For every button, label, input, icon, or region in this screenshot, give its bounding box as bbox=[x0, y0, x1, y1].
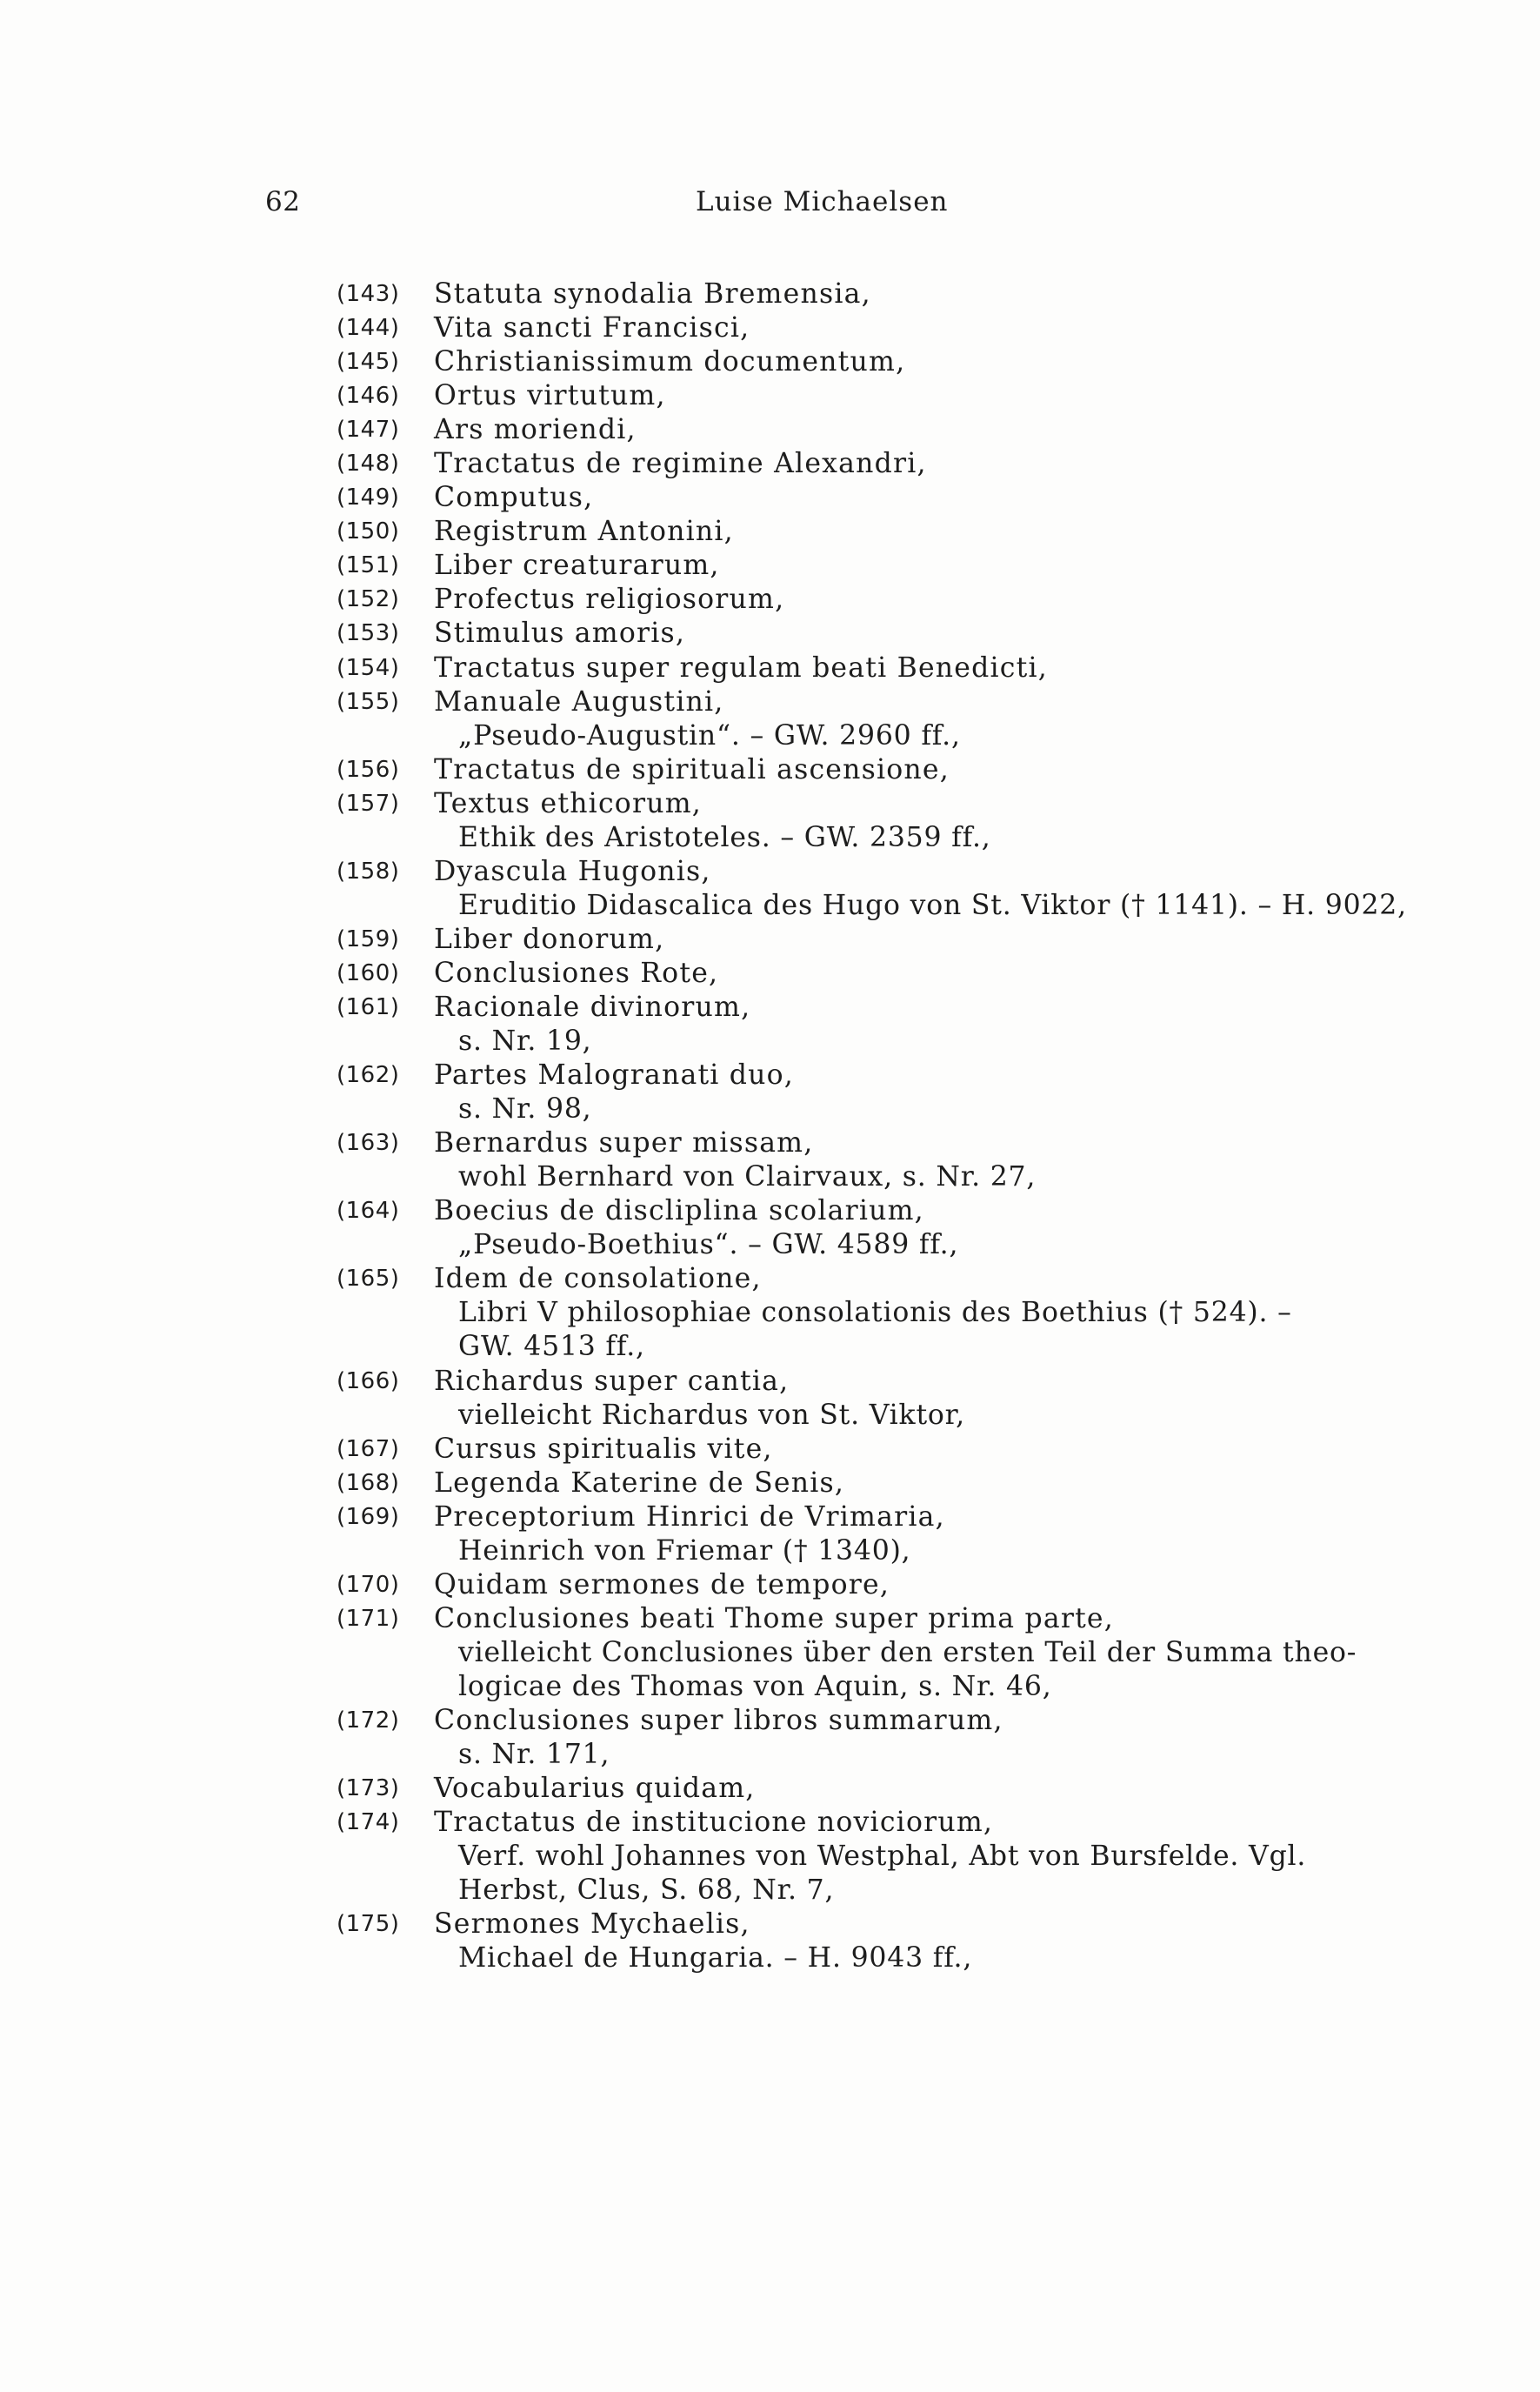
entry-note-line bbox=[0, 1534, 1540, 1568]
entry-note-line bbox=[0, 1092, 1540, 1126]
entry-title: Registrum Antonini, bbox=[434, 516, 734, 548]
entry-number: (149) bbox=[337, 484, 400, 511]
entry-note: Verf. wohl Johannes von Westphal, Abt von Bursfelde. Vgl. bbox=[458, 1841, 1307, 1873]
entry-note-line bbox=[0, 1874, 1540, 1908]
catalog-entry bbox=[0, 651, 1540, 685]
catalog-entry bbox=[0, 617, 1540, 651]
entry-number: (170) bbox=[337, 1571, 400, 1598]
catalog-entry bbox=[0, 549, 1540, 583]
entry-title: Conclusiones Rote, bbox=[434, 957, 719, 989]
catalog-entry bbox=[0, 1806, 1540, 1840]
catalog-entry bbox=[0, 1467, 1540, 1500]
entry-title: Idem de consolatione, bbox=[434, 1263, 762, 1295]
entry-title: Profectus religiosorum, bbox=[434, 584, 785, 616]
entry-note: Ethik des Aristoteles. – GW. 2359 ff., bbox=[458, 821, 991, 853]
entry-title: Conclusiones beati Thome super prima parte, bbox=[434, 1602, 1114, 1634]
entry-number: (168) bbox=[337, 1469, 400, 1496]
entry-title: Ars moriendi, bbox=[434, 414, 637, 446]
entry-title: Textus ethicorum, bbox=[434, 787, 702, 819]
catalog-entry bbox=[0, 991, 1540, 1025]
page-number: 62 bbox=[265, 186, 301, 217]
catalog-entry bbox=[0, 1365, 1540, 1399]
entry-number: (154) bbox=[337, 654, 400, 681]
entry-number: (174) bbox=[337, 1809, 400, 1836]
catalog-entry bbox=[0, 1126, 1540, 1160]
entry-note-line bbox=[0, 1636, 1540, 1670]
entry-note-line bbox=[0, 719, 1540, 753]
catalog-entry bbox=[0, 1059, 1540, 1092]
catalog-entry bbox=[0, 753, 1540, 787]
catalog-entry bbox=[0, 481, 1540, 515]
entry-note-line bbox=[0, 1399, 1540, 1433]
entry-note: s. Nr. 19, bbox=[458, 1026, 592, 1058]
catalog-entry bbox=[0, 923, 1540, 957]
entry-title: Stimulus amoris, bbox=[434, 618, 686, 650]
entry-title: Quidam sermones de tempore, bbox=[434, 1568, 890, 1600]
entry-number: (148) bbox=[337, 451, 400, 478]
entry-title: Manuale Augustini, bbox=[434, 685, 724, 718]
entry-title: Tractatus de spirituali ascensione, bbox=[434, 753, 950, 785]
entry-title: Legenda Katerine de Senis, bbox=[434, 1467, 845, 1499]
entry-title: Dyascula Hugonis, bbox=[434, 855, 711, 887]
entry-title: Richardus super cantia, bbox=[434, 1365, 790, 1397]
entry-title: Cursus spiritualis vite, bbox=[434, 1433, 773, 1465]
page-header bbox=[0, 186, 1540, 224]
entry-note: „Pseudo-Boethius“. – GW. 4589 ff., bbox=[458, 1229, 959, 1261]
catalog-entry bbox=[0, 1908, 1540, 1941]
catalog-entry bbox=[0, 277, 1540, 311]
catalog-entry bbox=[0, 1704, 1540, 1738]
catalog-entry bbox=[0, 1500, 1540, 1534]
running-head: Luise Michaelsen bbox=[696, 186, 949, 217]
entry-number: (161) bbox=[337, 993, 400, 1020]
entry-number: (152) bbox=[337, 586, 400, 613]
catalog-entry bbox=[0, 583, 1540, 617]
entry-note: Michael de Hungaria. – H. 9043 ff., bbox=[458, 1942, 973, 1974]
entry-number: (144) bbox=[337, 315, 400, 342]
entry-title: Racionale divinorum, bbox=[434, 991, 751, 1023]
entry-title: Bernardus super missam, bbox=[434, 1127, 814, 1159]
entry-number: (160) bbox=[337, 959, 400, 986]
entry-note-line bbox=[0, 1296, 1540, 1330]
catalog-entry bbox=[0, 787, 1540, 821]
catalog-entry-list bbox=[0, 277, 1540, 1975]
entry-title: Tractatus super regulam beati Benedicti, bbox=[434, 651, 1048, 684]
entry-number: (143) bbox=[337, 281, 400, 307]
entry-note: „Pseudo-Augustin“. – GW. 2960 ff., bbox=[458, 719, 961, 752]
entry-number: (172) bbox=[337, 1707, 400, 1734]
entry-note: logicae des Thomas von Aquin, s. Nr. 46, bbox=[458, 1670, 1052, 1702]
entry-note-line bbox=[0, 1025, 1540, 1059]
entry-number: (171) bbox=[337, 1605, 400, 1632]
catalog-entry bbox=[0, 1262, 1540, 1296]
entry-number: (166) bbox=[337, 1367, 400, 1394]
entry-note: s. Nr. 171, bbox=[458, 1739, 610, 1771]
entry-title: Statuta synodalia Bremensia, bbox=[434, 278, 871, 310]
entry-number: (169) bbox=[337, 1503, 400, 1530]
catalog-entry bbox=[0, 345, 1540, 379]
entry-note: wohl Bernhard von Clairvaux, s. Nr. 27, bbox=[458, 1161, 1037, 1193]
entry-title: Conclusiones super libros summarum, bbox=[434, 1704, 1003, 1736]
catalog-entry bbox=[0, 1433, 1540, 1467]
entry-title: Tractatus de regimine Alexandri, bbox=[434, 448, 927, 480]
entry-note-line bbox=[0, 1670, 1540, 1704]
catalog-entry bbox=[0, 1772, 1540, 1806]
entry-number: (167) bbox=[337, 1435, 400, 1462]
catalog-entry bbox=[0, 447, 1540, 481]
entry-title: Partes Malogranati duo, bbox=[434, 1059, 795, 1092]
entry-note: s. Nr. 98, bbox=[458, 1093, 592, 1126]
entry-note: Eruditio Didascalica des Hugo von St. Viktor († 1141). – H. 9022, bbox=[458, 889, 1407, 921]
entry-number: (162) bbox=[337, 1062, 400, 1089]
entry-note: Herbst, Clus, S. 68, Nr. 7, bbox=[458, 1874, 835, 1907]
entry-number: (173) bbox=[337, 1775, 400, 1802]
entry-title: Christianissimum documentum, bbox=[434, 346, 906, 378]
entry-number: (155) bbox=[337, 688, 400, 715]
entry-note-line bbox=[0, 1160, 1540, 1194]
entry-note: Libri V philosophiae consolationis des Boethius († 524). – bbox=[458, 1297, 1292, 1329]
entry-number: (147) bbox=[337, 417, 400, 444]
catalog-entry bbox=[0, 957, 1540, 991]
catalog-entry bbox=[0, 379, 1540, 413]
entry-note: GW. 4513 ff., bbox=[458, 1331, 645, 1363]
entry-note-line bbox=[0, 1330, 1540, 1364]
entry-title: Liber creaturarum, bbox=[434, 550, 720, 582]
entry-note: vielleicht Richardus von St. Viktor, bbox=[458, 1399, 965, 1431]
entry-title: Liber donorum, bbox=[434, 923, 665, 955]
entry-note-line bbox=[0, 1228, 1540, 1262]
entry-title: Boecius de discliplina scolarium, bbox=[434, 1195, 924, 1227]
catalog-entry bbox=[0, 311, 1540, 345]
entry-title: Vocabularius quidam, bbox=[434, 1773, 756, 1805]
entry-number: (158) bbox=[337, 858, 400, 885]
catalog-entry bbox=[0, 1602, 1540, 1636]
entry-note-line bbox=[0, 1738, 1540, 1772]
catalog-entry bbox=[0, 855, 1540, 889]
entry-note: Heinrich von Friemar († 1340), bbox=[458, 1534, 911, 1567]
entry-number: (156) bbox=[337, 756, 400, 783]
entry-number: (151) bbox=[337, 552, 400, 579]
entry-number: (159) bbox=[337, 925, 400, 952]
entry-note-line bbox=[0, 821, 1540, 855]
entry-number: (150) bbox=[337, 518, 400, 545]
entry-number: (164) bbox=[337, 1198, 400, 1225]
catalog-entry bbox=[0, 515, 1540, 549]
entry-number: (153) bbox=[337, 620, 400, 647]
entry-title: Vita sancti Francisci, bbox=[434, 312, 750, 344]
entry-title: Sermones Mychaelis, bbox=[434, 1908, 750, 1941]
entry-title: Computus, bbox=[434, 482, 594, 514]
entry-number: (145) bbox=[337, 349, 400, 376]
catalog-entry bbox=[0, 685, 1540, 719]
entry-note: vielleicht Conclusiones über den ersten Teil der Summa theo- bbox=[458, 1636, 1357, 1668]
entry-title: Tractatus de institucione noviciorum, bbox=[434, 1807, 994, 1839]
entry-title: Ortus virtutum, bbox=[434, 380, 666, 412]
catalog-entry bbox=[0, 1194, 1540, 1228]
entry-number: (163) bbox=[337, 1130, 400, 1157]
entry-number: (146) bbox=[337, 383, 400, 410]
entry-note-line bbox=[0, 889, 1540, 923]
entry-number: (165) bbox=[337, 1266, 400, 1293]
entry-number: (157) bbox=[337, 790, 400, 817]
entry-number: (175) bbox=[337, 1911, 400, 1938]
catalog-entry bbox=[0, 1568, 1540, 1602]
catalog-entry bbox=[0, 413, 1540, 447]
entry-note-line bbox=[0, 1941, 1540, 1975]
entry-note-line bbox=[0, 1840, 1540, 1874]
entry-title: Preceptorium Hinrici de Vrimaria, bbox=[434, 1500, 945, 1533]
